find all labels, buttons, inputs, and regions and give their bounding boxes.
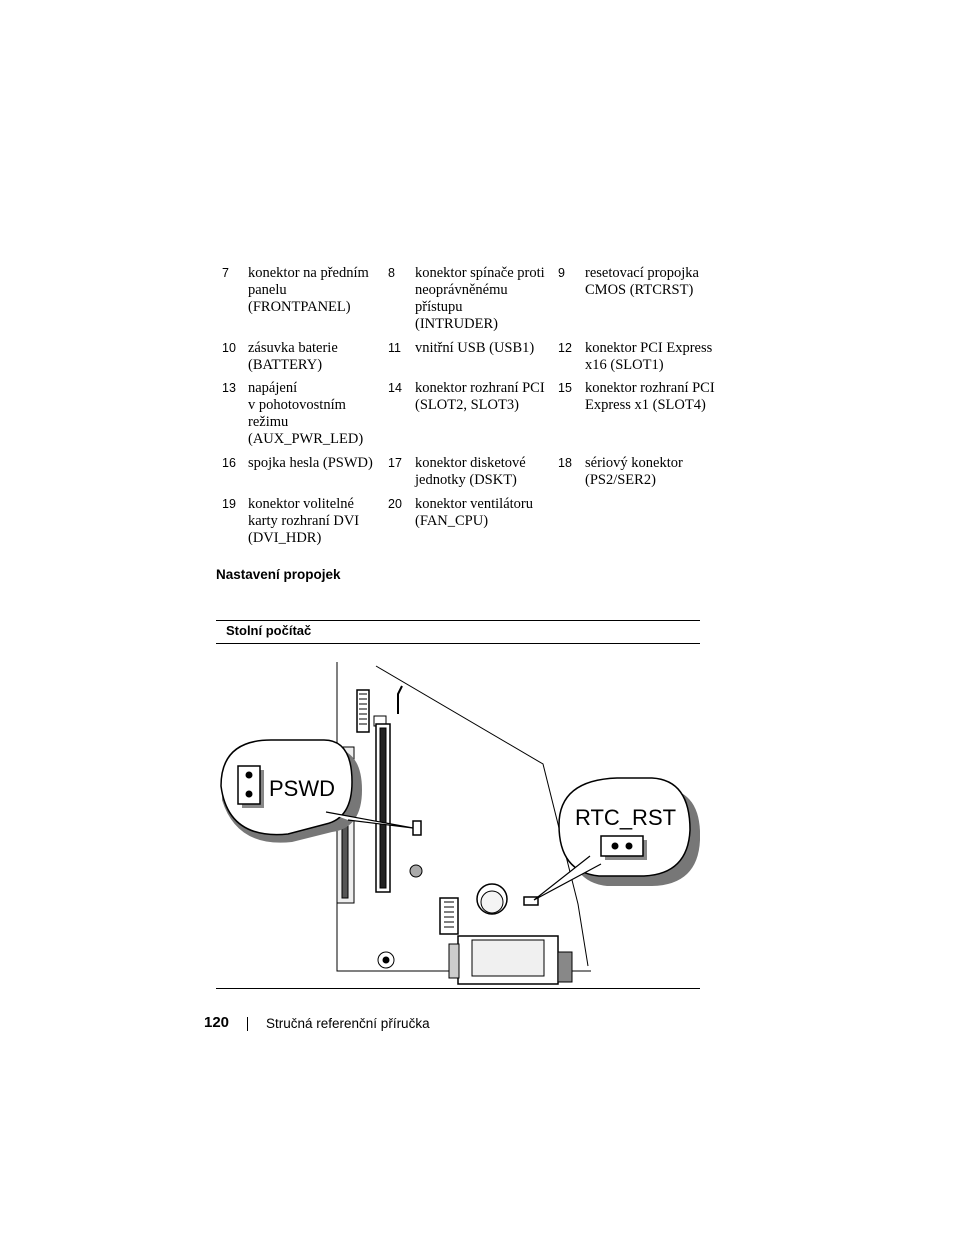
board-edge xyxy=(376,666,588,966)
pswd-jumper xyxy=(413,821,421,835)
footer-title: Stručná referenční příručka xyxy=(266,1016,430,1031)
legend-text: sériový konektor (PS2/SER2) xyxy=(585,455,683,488)
legend-text: konektor na předním panelu (FRONTPANEL) xyxy=(248,265,369,315)
legend-number: 7 xyxy=(222,266,229,280)
legend-text: vnitřní USB (USB1) xyxy=(415,340,535,356)
legend-text: spojka hesla (PSWD) xyxy=(248,455,373,471)
legend-text: konektor volitelné karty rozhraní DVI (DVI_HDR) xyxy=(248,496,360,546)
legend-number: 16 xyxy=(222,456,236,470)
legend-text: zásuvka baterie (BATTERY) xyxy=(248,340,338,373)
legend-text: konektor ventilátoru (FAN_CPU) xyxy=(415,496,533,529)
legend-number: 12 xyxy=(558,341,572,355)
legend-number: 8 xyxy=(388,266,395,280)
legend-row xyxy=(216,455,716,496)
table-bottom-rule xyxy=(216,988,700,989)
legend-text: konektor rozhraní PCI (SLOT2, SLOT3) xyxy=(415,380,545,413)
table-top-rule xyxy=(216,620,700,621)
pswd-label: PSWD xyxy=(269,776,335,801)
page-number: 120 xyxy=(204,1014,230,1031)
section-heading: Nastavení propojek xyxy=(216,567,341,582)
board-outline xyxy=(337,662,591,971)
legend-row xyxy=(216,340,716,380)
component-legend xyxy=(216,265,716,556)
legend-text: konektor disketové jednotky (DSKT) xyxy=(415,455,526,488)
legend-text: konektor PCI Express x16 (SLOT1) xyxy=(585,340,713,373)
legend-number: 14 xyxy=(388,381,402,395)
table-header: Stolní počítač xyxy=(226,623,312,638)
footer-separator xyxy=(247,1017,248,1031)
frontpanel-header xyxy=(357,690,369,732)
legend-text: konektor rozhraní PCI Express x1 (SLOT4) xyxy=(585,380,715,413)
legend-number: 17 xyxy=(388,456,402,470)
legend-number: 10 xyxy=(222,341,236,355)
legend-row xyxy=(216,265,716,340)
standby-led xyxy=(410,865,422,877)
legend-number: 15 xyxy=(558,381,572,395)
legend-row xyxy=(216,496,716,556)
legend-number: 9 xyxy=(558,266,565,280)
legend-text: resetovací propojka CMOS (RTCRST) xyxy=(585,265,699,298)
motherboard-diagram xyxy=(216,644,700,989)
legend-number: 13 xyxy=(222,381,236,395)
legend-number: 19 xyxy=(222,497,236,511)
rtc-rst-label: RTC_RST xyxy=(575,805,677,830)
legend-text: napájení v pohotovostním režimu (AUX_PWR_LED) xyxy=(248,380,364,447)
legend-number: 11 xyxy=(388,341,401,355)
riser-bracket xyxy=(398,686,402,714)
legend-row xyxy=(216,380,716,455)
rtc-callout xyxy=(534,778,700,900)
legend-number: 18 xyxy=(558,456,572,470)
legend-text: konektor spínače proti neoprávněnému přístupu (INTRUDER) xyxy=(415,265,545,332)
legend-number: 20 xyxy=(388,497,402,511)
floppy-connector xyxy=(440,898,458,934)
